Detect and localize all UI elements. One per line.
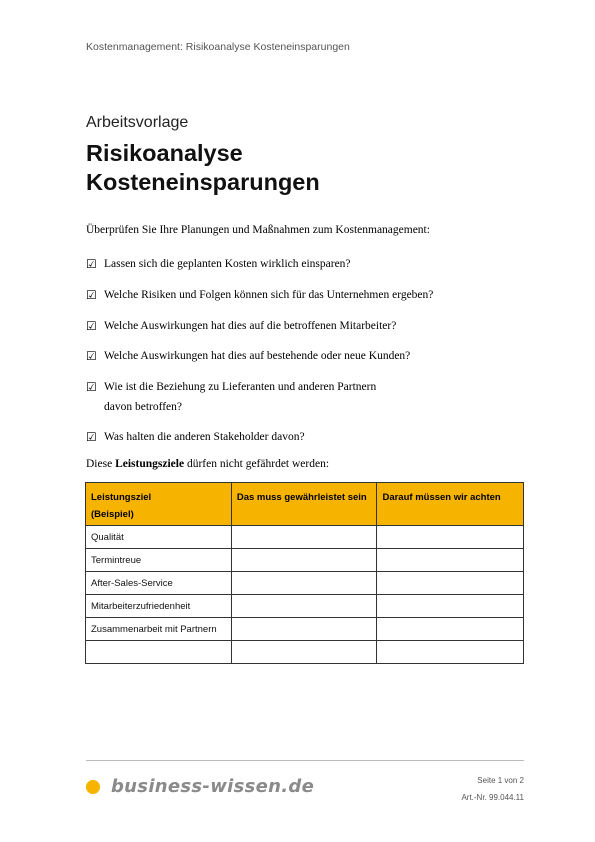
table-cell[interactable] [377,641,524,664]
table-cell[interactable]: Zusammenarbeit mit Partnern [86,618,232,641]
document-title [86,139,320,197]
column-header-guarantee: Das muss gewährleistet sein [231,483,377,526]
page-number: Seite 1 von 2 [477,776,524,785]
document-title-line-2: Kosteneinsparungen [86,169,320,195]
table-cell[interactable]: Termintreue [86,549,232,572]
goals-table [85,482,524,664]
table-intro-text: dürfen nicht gefährdet werden: [184,458,330,470]
table-cell[interactable] [231,526,377,549]
checklist-item-text: Wie ist die Beziehung zu Lieferanten und anderen Partnern davon betroffen? [104,381,377,413]
footer-divider [86,760,524,761]
logo: business-wissen.de [111,776,315,797]
checklist-item-text: Welche Auswirkungen hat dies auf bestehende oder neue Kunden? [104,350,411,362]
table-cell[interactable] [231,641,377,664]
table-intro-emphasis: Leistungsziele [115,458,185,470]
table-cell[interactable]: Qualität [86,526,232,549]
checkbox-checked-icon: ☑ [86,380,97,394]
column-header-goal-label: Leistungsziel [91,492,152,503]
checklist-item-text: Lassen sich die geplanten Kosten wirklich einsparen? [104,258,351,270]
checklist-item-text: Welche Auswirkungen hat dies auf die betroffenen Mitarbeiter? [104,320,397,332]
document-title-line-1: Risikoanalyse [86,140,243,166]
running-header: Kostenmanagement: Risikoanalyse Kosteneinsparungen [86,41,350,53]
table-header-row [86,483,524,526]
table-row [86,618,524,641]
table-cell[interactable] [231,595,377,618]
table-cell[interactable] [86,641,232,664]
table-cell[interactable] [377,526,524,549]
table-intro-text: Diese [86,458,116,470]
table-cell[interactable] [231,549,377,572]
table-row [86,572,524,595]
table-cell[interactable] [377,572,524,595]
table-cell[interactable]: Mitarbeiterzufriedenheit [86,595,232,618]
article-number: Art.-Nr. 99.044.11 [461,793,524,802]
table-intro [86,458,329,470]
intro-text: Überprüfen Sie Ihre Planungen und Maßnahmen zum Kostenmanagement: [86,224,430,236]
table-row [86,641,524,664]
page-info [461,772,524,806]
checkbox-checked-icon: ☑ [86,288,97,302]
table-cell[interactable] [231,618,377,641]
table-cell[interactable]: After-Sales-Service [86,572,232,595]
table-row [86,595,524,618]
column-header-goal [86,483,232,526]
table-cell[interactable] [377,549,524,572]
checklist-item-text: Was halten die anderen Stakeholder davon? [104,431,305,443]
table-row [86,549,524,572]
checkbox-checked-icon: ☑ [86,257,97,271]
table-cell[interactable] [377,595,524,618]
checklist-item-text: Welche Risiken und Folgen können sich für das Unternehmen ergeben? [104,289,434,301]
checkbox-checked-icon: ☑ [86,430,97,444]
table-cell[interactable] [377,618,524,641]
table-row [86,526,524,549]
logo-dot-icon [86,780,100,794]
checkbox-checked-icon: ☑ [86,349,97,363]
table-cell[interactable] [231,572,377,595]
document-kind: Arbeitsvorlage [86,114,189,131]
column-header-attention: Darauf müssen wir achten [377,483,524,526]
checkbox-checked-icon: ☑ [86,319,97,333]
column-header-goal-sublabel: (Beispiel) [91,509,134,520]
